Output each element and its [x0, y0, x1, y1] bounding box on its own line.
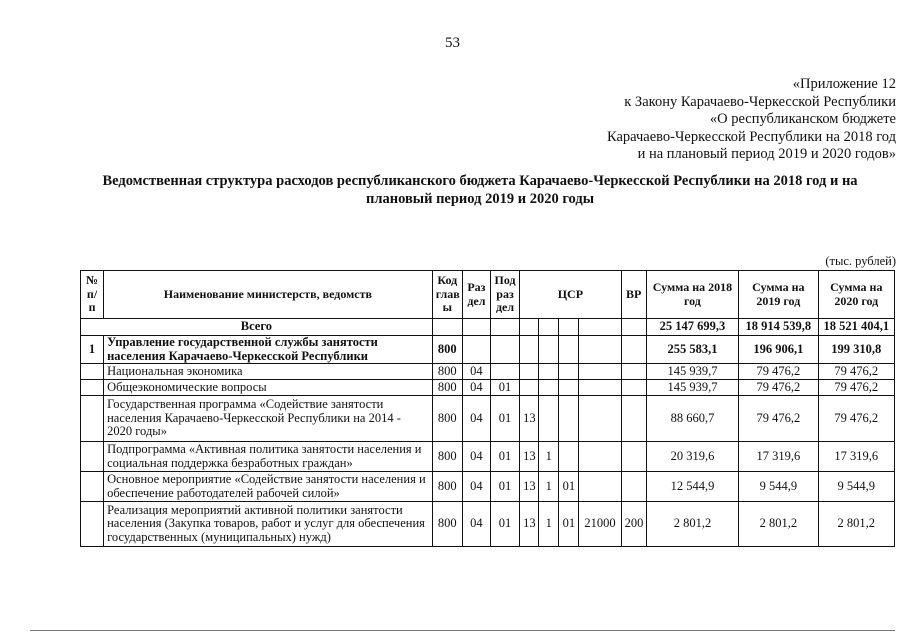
row-chapter: 800	[432, 442, 462, 472]
row-csr-subprogram	[539, 396, 559, 442]
row-name: Реализация мероприятий активной политики занятости населения (Закупка товаров, работ и услуг для обеспечения государственных (муниципальных) нужд)	[104, 502, 433, 547]
row-csr-program	[520, 364, 539, 380]
appendix-line: Карачаево-Черкесской Республики на 2018 год	[606, 128, 896, 145]
row-csr-activity	[559, 380, 579, 396]
row-sum-2019: 2 801,2	[739, 502, 818, 547]
row-vr	[621, 364, 646, 380]
row-csr-subprogram: 1	[539, 442, 559, 472]
row-section: 04	[462, 472, 490, 502]
row-sum-2018: 145 939,7	[646, 380, 738, 396]
row-csr-activity: 01	[559, 502, 579, 547]
row-subsection: 01	[490, 472, 519, 502]
row-num	[81, 380, 104, 396]
header-sum-2019: Сумма на 2019 год	[739, 271, 818, 319]
row-csr-program: 13	[520, 472, 539, 502]
row-num: 1	[81, 336, 104, 364]
row-csr-program: 13	[520, 396, 539, 442]
row-csr-activity: 01	[559, 472, 579, 502]
row-csr-program: 13	[520, 502, 539, 547]
row-section: 04	[462, 396, 490, 442]
row-num	[81, 396, 104, 442]
row-name: Основное мероприятие «Содействие занятости населения и обеспечение работодателей рабочей силой»	[104, 472, 433, 502]
row-name: Управление государственной службы занятости населения Карачаево-Черкесской Республики	[104, 336, 433, 364]
row-csr-subprogram: 1	[539, 502, 559, 547]
row-csr-activity	[559, 396, 579, 442]
header-section: Раз дел	[462, 271, 490, 319]
document-title	[60, 172, 900, 208]
row-csr-direction	[579, 380, 621, 396]
appendix-line: «О республиканском бюджете	[709, 111, 896, 127]
row-csr-direction	[579, 472, 621, 502]
row-sum-2019: 196 906,1	[739, 336, 818, 364]
total-label: Всего	[81, 319, 433, 336]
row-sum-2020: 9 544,9	[818, 472, 894, 502]
page-number: 53	[445, 35, 460, 51]
units-label: (тыс. рублей)	[825, 254, 896, 268]
row-sum-2020: 17 319,6	[818, 442, 894, 472]
row-sum-2019: 79 476,2	[739, 380, 818, 396]
table-row	[81, 502, 895, 547]
row-csr-program	[520, 380, 539, 396]
row-chapter: 800	[432, 336, 462, 364]
row-csr-subprogram	[539, 336, 559, 364]
row-subsection: 01	[490, 380, 519, 396]
table-row	[81, 336, 895, 364]
row-csr-activity	[559, 442, 579, 472]
header-sum-2020: Сумма на 2020 год	[818, 271, 894, 319]
row-csr-direction: 21000	[579, 502, 621, 547]
row-subsection	[490, 336, 519, 364]
row-vr	[621, 336, 646, 364]
row-sum-2019: 9 544,9	[739, 472, 818, 502]
header-subsection: Под раз дел	[490, 271, 519, 319]
row-subsection: 01	[490, 396, 519, 442]
header-vr: ВР	[621, 271, 646, 319]
header-name: Наименование министерств, ведомств	[104, 271, 433, 319]
row-csr-subprogram	[539, 364, 559, 380]
row-subsection: 01	[490, 442, 519, 472]
row-sum-2020: 79 476,2	[818, 364, 894, 380]
row-name: Национальная экономика	[104, 364, 433, 380]
total-sum-2018: 25 147 699,3	[646, 319, 738, 336]
row-vr	[621, 472, 646, 502]
row-subsection: 01	[490, 502, 519, 547]
row-chapter: 800	[432, 364, 462, 380]
header-num: № п/п	[81, 271, 104, 319]
row-vr: 200	[621, 502, 646, 547]
row-sum-2019: 17 319,6	[739, 442, 818, 472]
row-name: Общеэкономические вопросы	[104, 380, 433, 396]
row-vr	[621, 396, 646, 442]
row-name: Государственная программа «Содействие занятости населения Карачаево-Черкесской Республики на 2014 - 2020 годы»	[104, 396, 433, 442]
total-row	[81, 319, 895, 336]
header-chapter: Код глав ы	[432, 271, 462, 319]
row-chapter: 800	[432, 472, 462, 502]
table-row	[81, 380, 895, 396]
row-csr-activity	[559, 336, 579, 364]
page-bottom-rule	[30, 630, 895, 631]
row-section: 04	[462, 380, 490, 396]
row-section: 04	[462, 442, 490, 472]
header-csr: ЦСР	[520, 271, 622, 319]
row-csr-direction	[579, 364, 621, 380]
row-num	[81, 472, 104, 502]
row-section	[462, 336, 490, 364]
table-row	[81, 442, 895, 472]
row-sum-2020: 2 801,2	[818, 502, 894, 547]
row-sum-2020: 79 476,2	[818, 396, 894, 442]
row-csr-activity	[559, 364, 579, 380]
title-line: плановый период 2019 и 2020 годы	[365, 191, 595, 207]
row-csr-program: 13	[520, 442, 539, 472]
budget-table	[80, 270, 895, 547]
row-sum-2019: 79 476,2	[739, 396, 818, 442]
row-csr-direction	[579, 396, 621, 442]
row-sum-2019: 79 476,2	[739, 364, 818, 380]
table-row	[81, 364, 895, 380]
row-chapter: 800	[432, 502, 462, 547]
total-sum-2020: 18 521 404,1	[818, 319, 894, 336]
row-name: Подпрограмма «Активная политика занятости населения и социальная поддержка безработных граждан»	[104, 442, 433, 472]
row-sum-2018: 145 939,7	[646, 364, 738, 380]
row-vr	[621, 442, 646, 472]
row-sum-2018: 88 660,7	[646, 396, 738, 442]
row-sum-2018: 2 801,2	[646, 502, 738, 547]
row-csr-direction	[579, 442, 621, 472]
appendix-line: «Приложение 12	[792, 76, 896, 92]
total-sum-2019: 18 914 539,8	[739, 319, 818, 336]
appendix-line: к Закону Карачаево-Черкесской Республики	[624, 93, 896, 110]
row-vr	[621, 380, 646, 396]
row-num	[81, 502, 104, 547]
row-chapter: 800	[432, 380, 462, 396]
row-subsection	[490, 364, 519, 380]
row-sum-2018: 20 319,6	[646, 442, 738, 472]
table-header-row	[81, 271, 895, 319]
table-row	[81, 396, 895, 442]
row-csr-subprogram	[539, 380, 559, 396]
row-sum-2018: 255 583,1	[646, 336, 738, 364]
row-section: 04	[462, 502, 490, 547]
appendix-header	[607, 76, 896, 164]
row-num	[81, 364, 104, 380]
row-sum-2018: 12 544,9	[646, 472, 738, 502]
row-csr-direction	[579, 336, 621, 364]
appendix-line: и на плановый период 2019 и 2020 годов»	[637, 146, 896, 162]
row-chapter: 800	[432, 396, 462, 442]
row-sum-2020: 79 476,2	[818, 380, 894, 396]
row-section: 04	[462, 364, 490, 380]
row-num	[81, 442, 104, 472]
table-row	[81, 472, 895, 502]
row-sum-2020: 199 310,8	[818, 336, 894, 364]
row-csr-subprogram: 1	[539, 472, 559, 502]
title-line: Ведомственная структура расходов республиканского бюджета Карачаево-Черкесской Республики на 2018 год и на	[102, 173, 858, 189]
header-sum-2018: Сумма на 2018 год	[646, 271, 738, 319]
row-csr-program	[520, 336, 539, 364]
